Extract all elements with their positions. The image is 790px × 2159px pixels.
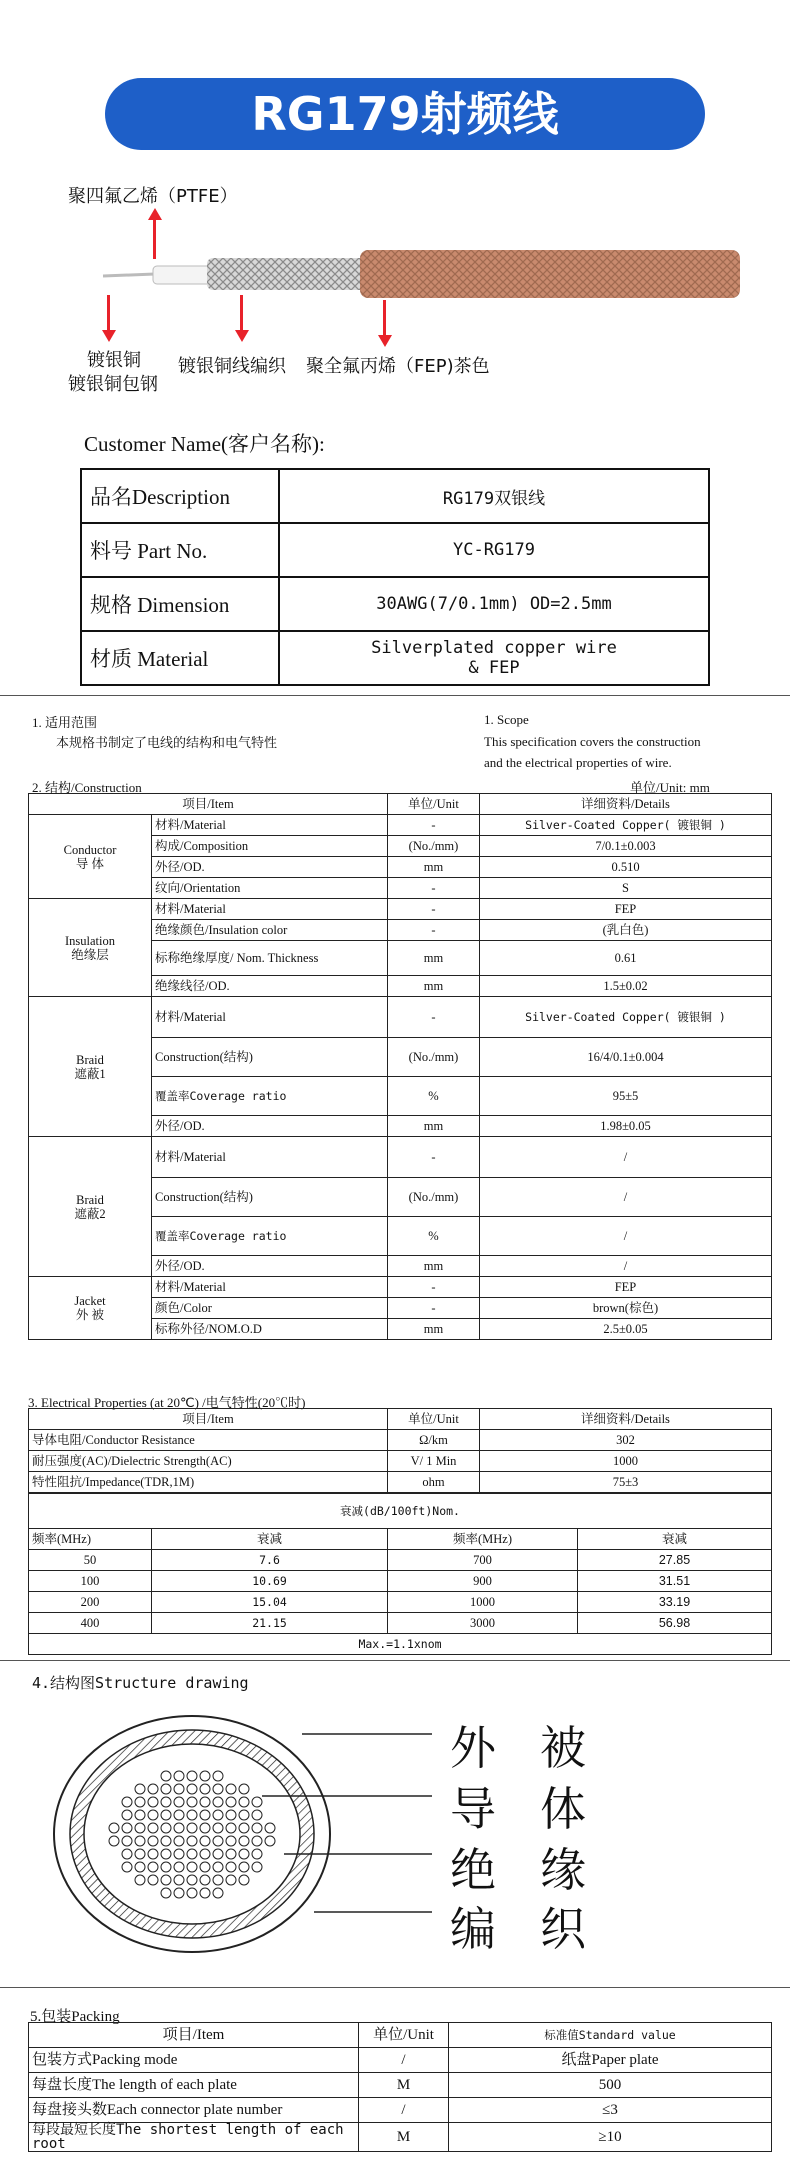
scope-cn-title: 1. 适用范围 xyxy=(32,715,98,730)
strand-dot xyxy=(213,1823,223,1833)
row-item: 材料/Material xyxy=(152,1137,388,1178)
row-item: 绝缘线径/OD. xyxy=(152,976,388,997)
row-unit: - xyxy=(388,920,480,941)
row-detail: 75±3 xyxy=(480,1472,772,1493)
row-item: 包装方式Packing mode xyxy=(29,2048,359,2073)
strand-dot xyxy=(239,1849,249,1859)
label-conductor-cn-1: 导 xyxy=(450,1782,496,1836)
strand-dot xyxy=(148,1849,158,1859)
strand-dot xyxy=(148,1823,158,1833)
strand-dot xyxy=(252,1849,262,1859)
scope-en-text-1: This specification covers the construction xyxy=(484,734,701,749)
row-item: 材料/Material xyxy=(152,899,388,920)
strand-dot xyxy=(213,1836,223,1846)
strand-dot xyxy=(174,1784,184,1794)
row-item: 每段最短长度The shortest length of each root xyxy=(29,2123,359,2152)
row-unit: M xyxy=(359,2123,449,2152)
row-unit: mm xyxy=(388,1319,480,1340)
row-unit: / xyxy=(359,2048,449,2073)
table-row xyxy=(29,815,772,836)
table-row xyxy=(29,1571,772,1592)
label-jacket-cn-1: 外 xyxy=(450,1721,496,1775)
header-unit: 单位/Unit xyxy=(359,2023,449,2048)
group-insulation: Insulation 绝缘层 xyxy=(29,899,152,997)
table-header-row xyxy=(29,1409,772,1430)
strand-dot xyxy=(174,1849,184,1859)
construction-table xyxy=(28,793,772,1340)
strand-dot xyxy=(148,1862,158,1872)
strand-dot xyxy=(135,1810,145,1820)
scope-cn-text: 本规格书制定了电线的结构和电气特性 xyxy=(56,735,278,750)
row-item: 每盘接头数Each connector plate number xyxy=(29,2098,359,2123)
row-detail: 1.5±0.02 xyxy=(480,976,772,997)
label-ptfe: 聚四氟乙烯（PTFE） xyxy=(68,186,238,207)
header-details: 详细资料/Details xyxy=(480,1409,772,1430)
construction-title: 2. 结构/Construction xyxy=(32,780,142,795)
row-unit: mm xyxy=(388,857,480,878)
strand-dot xyxy=(213,1784,223,1794)
strand-dot xyxy=(226,1875,236,1885)
info-label: 规格 Dimension xyxy=(81,577,279,631)
info-label: 材质 Material xyxy=(81,631,279,685)
table-row xyxy=(29,2098,772,2123)
header-unit: 单位/Unit xyxy=(388,1409,480,1430)
row-value: ≤3 xyxy=(449,2098,772,2123)
strand-dot xyxy=(252,1797,262,1807)
divider xyxy=(0,1660,790,1661)
strand-dot xyxy=(109,1836,119,1846)
strand-dot xyxy=(161,1797,171,1807)
strand-dot xyxy=(135,1875,145,1885)
header-standard: 标准值Standard value xyxy=(449,2023,772,2048)
strand-dot xyxy=(213,1797,223,1807)
row-value: ≥10 xyxy=(449,2123,772,2152)
cell: 15.04 xyxy=(152,1592,388,1613)
row-detail: 95±5 xyxy=(480,1077,772,1116)
row-item: 导体电阻/Conductor Resistance xyxy=(29,1430,388,1451)
row-item: 特性阻抗/Impedance(TDR,1M) xyxy=(29,1472,388,1493)
row-detail: FEP xyxy=(480,899,772,920)
row-detail: 7/0.1±0.003 xyxy=(480,836,772,857)
strand-dot xyxy=(174,1888,184,1898)
row-item: 覆盖率Coverage ratio xyxy=(152,1217,388,1256)
group-braid-1: Braid 遮蔽1 xyxy=(29,997,152,1137)
table-row xyxy=(29,1430,772,1451)
strand-dot xyxy=(161,1810,171,1820)
center-conductor xyxy=(103,274,155,276)
arrow-head-jacket xyxy=(378,335,392,347)
strand-dot xyxy=(135,1862,145,1872)
strand-dot xyxy=(174,1875,184,1885)
atten-title-row xyxy=(29,1494,772,1529)
strand-dot xyxy=(161,1836,171,1846)
header-atten: 衰减 xyxy=(152,1529,388,1550)
strand-dot xyxy=(187,1849,197,1859)
label-insulation-cn-2: 缘 xyxy=(540,1843,586,1897)
label-braid-cn-2: 织 xyxy=(540,1902,586,1956)
packing-table xyxy=(28,2022,772,2152)
strand-dot xyxy=(252,1836,262,1846)
row-item: 外径/OD. xyxy=(152,1116,388,1137)
row-detail: 1.98±0.05 xyxy=(480,1116,772,1137)
strand-dot xyxy=(239,1797,249,1807)
row-item: 绝缘颜色/Insulation color xyxy=(152,920,388,941)
cell: 56.98 xyxy=(578,1613,772,1634)
strand-dot xyxy=(200,1862,210,1872)
strand-dot xyxy=(200,1875,210,1885)
row-unit: - xyxy=(388,878,480,899)
strand-dot xyxy=(213,1849,223,1859)
row-item: 每盘长度The length of each plate xyxy=(29,2073,359,2098)
group-braid-2: Braid 遮蔽2 xyxy=(29,1137,152,1277)
electrical-table xyxy=(28,1408,772,1493)
row-unit: mm xyxy=(388,1256,480,1277)
strand-dot xyxy=(135,1797,145,1807)
table-row xyxy=(29,1592,772,1613)
strand-dot xyxy=(148,1784,158,1794)
cable-photo xyxy=(95,250,745,340)
row-unit: (No./mm) xyxy=(388,1178,480,1217)
header-unit: 单位/Unit xyxy=(388,794,480,815)
strand-dot xyxy=(148,1810,158,1820)
row-item: 耐压强度(AC)/Dielectric Strength(AC) xyxy=(29,1451,388,1472)
strand-dot xyxy=(200,1849,210,1859)
strand-dot xyxy=(122,1797,132,1807)
row-detail: / xyxy=(480,1217,772,1256)
header-item: 项目/Item xyxy=(29,794,388,815)
cell: 27.85 xyxy=(578,1550,772,1571)
row-item: 纹向/Orientation xyxy=(152,878,388,899)
row-unit: ohm xyxy=(388,1472,480,1493)
row-unit: - xyxy=(388,1298,480,1319)
strand-dot xyxy=(122,1849,132,1859)
customer-name-label: Customer Name(客户名称): xyxy=(84,432,325,456)
info-value: 30AWG(7/0.1mm) OD=2.5mm xyxy=(279,577,709,631)
cell: 50 xyxy=(29,1550,152,1571)
table-row xyxy=(29,2048,772,2073)
row-item: 标称绝缘厚度/ Nom. Thickness xyxy=(152,941,388,976)
page-banner: RG179射频线 xyxy=(105,78,705,150)
strand-dot xyxy=(161,1888,171,1898)
row-item: Construction(结构) xyxy=(152,1038,388,1077)
cell: 200 xyxy=(29,1592,152,1613)
row-item: 材料/Material xyxy=(152,997,388,1038)
strand-dot xyxy=(226,1823,236,1833)
strand-dot xyxy=(174,1823,184,1833)
row-value: 纸盘Paper plate xyxy=(449,2048,772,2073)
row-unit: mm xyxy=(388,941,480,976)
strand-dot xyxy=(174,1797,184,1807)
info-value: RG179双银线 xyxy=(279,469,709,523)
label-insulation-cn-1: 绝 xyxy=(450,1843,496,1897)
strand-dot xyxy=(200,1810,210,1820)
table-row xyxy=(29,2123,772,2152)
row-unit: - xyxy=(388,1137,480,1178)
info-value: YC-RG179 xyxy=(279,523,709,577)
row-detail: / xyxy=(480,1178,772,1217)
table-row xyxy=(29,997,772,1038)
row-unit: - xyxy=(388,815,480,836)
ptfe-insulation xyxy=(153,266,213,284)
divider xyxy=(0,695,790,696)
row-detail: 0.61 xyxy=(480,941,772,976)
row-unit: - xyxy=(388,899,480,920)
arrow-core xyxy=(107,295,110,331)
strand-dot xyxy=(226,1797,236,1807)
packing-title: 5.包装Packing xyxy=(30,2009,120,2025)
info-label: 料号 Part No. xyxy=(81,523,279,577)
strand-dot xyxy=(148,1836,158,1846)
strand-dot xyxy=(226,1836,236,1846)
strand-dot xyxy=(252,1810,262,1820)
row-value: 500 xyxy=(449,2073,772,2098)
label-braid: 镀银铜线编织 xyxy=(178,356,286,377)
info-row xyxy=(81,469,709,523)
cross-section-svg xyxy=(52,1712,432,1962)
label-braid-cn-1: 编 xyxy=(450,1902,496,1956)
row-detail: (乳白色) xyxy=(480,920,772,941)
strand-dot xyxy=(265,1823,275,1833)
table-header-row xyxy=(29,2023,772,2048)
cell: 1000 xyxy=(388,1592,578,1613)
row-detail: 16/4/0.1±0.004 xyxy=(480,1038,772,1077)
table-header-row xyxy=(29,1529,772,1550)
cell: 900 xyxy=(388,1571,578,1592)
row-detail: brown(棕色) xyxy=(480,1298,772,1319)
arrow-ptfe xyxy=(153,219,156,259)
strand-dot xyxy=(200,1784,210,1794)
strand-dot xyxy=(239,1784,249,1794)
table-row xyxy=(29,2073,772,2098)
strand-dot xyxy=(187,1862,197,1872)
max-note: Max.=1.1xnom xyxy=(29,1634,772,1655)
header-item: 项目/Item xyxy=(29,1409,388,1430)
arrow-head-core xyxy=(102,330,116,342)
strand-dot xyxy=(187,1784,197,1794)
cell: 100 xyxy=(29,1571,152,1592)
strand-dot xyxy=(135,1823,145,1833)
strand-dot xyxy=(174,1836,184,1846)
strand-dot xyxy=(161,1823,171,1833)
strand-dot xyxy=(239,1823,249,1833)
strand-dot xyxy=(187,1810,197,1820)
strand-dot xyxy=(213,1888,223,1898)
cell: 33.19 xyxy=(578,1592,772,1613)
strand-dot xyxy=(135,1784,145,1794)
strand-dot xyxy=(252,1862,262,1872)
header-item: 项目/Item xyxy=(29,2023,359,2048)
strand-dot xyxy=(187,1888,197,1898)
row-item: 材料/Material xyxy=(152,815,388,836)
row-detail: S xyxy=(480,878,772,899)
header-details: 详细资料/Details xyxy=(480,794,772,815)
strand-dot xyxy=(187,1771,197,1781)
label-core-1: 镀银铜 xyxy=(87,350,141,371)
strand-dot xyxy=(226,1849,236,1859)
strand-dot xyxy=(213,1810,223,1820)
strand-dot xyxy=(174,1810,184,1820)
row-unit: (No./mm) xyxy=(388,836,480,857)
strand-dot xyxy=(239,1810,249,1820)
row-item: 外径/OD. xyxy=(152,857,388,878)
structure-title: 4.结构图Structure drawing xyxy=(32,1674,249,1692)
strand-dot xyxy=(161,1862,171,1872)
strand-dot xyxy=(200,1771,210,1781)
row-item: 颜色/Color xyxy=(152,1298,388,1319)
strand-dot xyxy=(122,1836,132,1846)
label-jacket: 聚全氟丙烯（FEP)茶色 xyxy=(306,356,490,377)
material-line-2: & FEP xyxy=(468,658,520,678)
cell: 700 xyxy=(388,1550,578,1571)
strand-dot xyxy=(174,1771,184,1781)
strand-dot xyxy=(122,1823,132,1833)
info-row xyxy=(81,577,709,631)
strand-dot xyxy=(161,1784,171,1794)
strand-dot xyxy=(187,1875,197,1885)
row-detail: 2.5±0.05 xyxy=(480,1319,772,1340)
strand-dot xyxy=(135,1836,145,1846)
group-jacket: Jacket 外 被 xyxy=(29,1277,152,1340)
row-unit: % xyxy=(388,1077,480,1116)
label-core-2: 镀银铜包钢 xyxy=(68,374,158,395)
strand-dot xyxy=(226,1862,236,1872)
row-detail: FEP xyxy=(480,1277,772,1298)
table-row xyxy=(29,1472,772,1493)
strand-dot xyxy=(109,1823,119,1833)
cell: 7.6 xyxy=(152,1550,388,1571)
strand-dot xyxy=(239,1836,249,1846)
row-item: Construction(结构) xyxy=(152,1178,388,1217)
note-row xyxy=(29,1634,772,1655)
strand-dot xyxy=(213,1862,223,1872)
row-unit: - xyxy=(388,997,480,1038)
row-detail: Silver-Coated Copper( 镀银铜 ) xyxy=(480,997,772,1038)
row-unit: V/ 1 Min xyxy=(388,1451,480,1472)
strand-dot xyxy=(239,1862,249,1872)
header-freq: 频率(MHz) xyxy=(388,1529,578,1550)
row-unit: Ω/km xyxy=(388,1430,480,1451)
strand-dot xyxy=(148,1875,158,1885)
row-item: 构成/Composition xyxy=(152,836,388,857)
electrical-title: 3. Electrical Properties (at 20℃) /电气特性(20℃时) xyxy=(28,1395,306,1410)
header-freq: 频率(MHz) xyxy=(29,1529,152,1550)
row-unit: mm xyxy=(388,976,480,997)
row-item: 外径/OD. xyxy=(152,1256,388,1277)
row-unit: - xyxy=(388,1277,480,1298)
cell: 3000 xyxy=(388,1613,578,1634)
cell: 21.15 xyxy=(152,1613,388,1634)
row-detail: Silver-Coated Copper( 镀银铜 ) xyxy=(480,815,772,836)
table-row xyxy=(29,1451,772,1472)
row-unit: % xyxy=(388,1217,480,1256)
strand-dot xyxy=(239,1875,249,1885)
silver-braid xyxy=(207,258,367,290)
row-item: 覆盖率Coverage ratio xyxy=(152,1077,388,1116)
material-line-1: Silverplated copper wire xyxy=(371,638,617,658)
arrow-braid xyxy=(240,295,243,331)
row-detail: / xyxy=(480,1256,772,1277)
arrow-head-braid xyxy=(235,330,249,342)
strand-dot xyxy=(174,1862,184,1872)
strand-dot xyxy=(213,1771,223,1781)
strand-dot xyxy=(252,1823,262,1833)
info-row xyxy=(81,523,709,577)
strand-dot xyxy=(122,1862,132,1872)
strand-dot xyxy=(200,1836,210,1846)
strand-dot xyxy=(161,1875,171,1885)
strand-dot xyxy=(200,1888,210,1898)
scope-en-title: 1. Scope xyxy=(484,712,529,727)
strand-dot xyxy=(135,1849,145,1859)
cross-section-drawing xyxy=(52,1712,432,1967)
scope-en-text-2: and the electrical properties of wire. xyxy=(484,755,672,770)
row-unit: (No./mm) xyxy=(388,1038,480,1077)
cell: 400 xyxy=(29,1613,152,1634)
table-row xyxy=(29,1137,772,1178)
strand-dot xyxy=(187,1836,197,1846)
strand-dot xyxy=(200,1823,210,1833)
strand-dot xyxy=(187,1797,197,1807)
cell: 31.51 xyxy=(578,1571,772,1592)
info-table xyxy=(80,468,710,686)
row-detail: 1000 xyxy=(480,1451,772,1472)
row-detail: 302 xyxy=(480,1430,772,1451)
group-conductor: Conductor 导 体 xyxy=(29,815,152,899)
cable-illustration xyxy=(95,250,745,340)
row-unit: mm xyxy=(388,1116,480,1137)
strand-dot xyxy=(226,1784,236,1794)
unit-note: 单位/Unit: mm xyxy=(630,780,710,795)
info-label: 品名Description xyxy=(81,469,279,523)
strand-dot xyxy=(122,1810,132,1820)
strand-dot xyxy=(265,1836,275,1846)
row-unit: M xyxy=(359,2073,449,2098)
row-item: 标称外径/NOM.O.D xyxy=(152,1319,388,1340)
strand-dot xyxy=(226,1810,236,1820)
table-row xyxy=(29,899,772,920)
strand-dot xyxy=(148,1797,158,1807)
info-row xyxy=(81,631,709,685)
label-jacket-cn-2: 被 xyxy=(540,1721,586,1775)
label-conductor-cn-2: 体 xyxy=(540,1782,586,1836)
row-detail: / xyxy=(480,1137,772,1178)
cell: 10.69 xyxy=(152,1571,388,1592)
table-header-row xyxy=(29,794,772,815)
info-value xyxy=(279,631,709,685)
row-detail: 0.510 xyxy=(480,857,772,878)
atten-title: 衰减(dB/100ft)Nom. xyxy=(29,1494,772,1529)
table-row xyxy=(29,1550,772,1571)
header-atten: 衰减 xyxy=(578,1529,772,1550)
strand-dot xyxy=(161,1771,171,1781)
fep-jacket xyxy=(360,250,740,298)
attenuation-table xyxy=(28,1493,772,1655)
row-item: 材料/Material xyxy=(152,1277,388,1298)
strand-dot xyxy=(161,1849,171,1859)
strand-dot xyxy=(187,1823,197,1833)
table-row xyxy=(29,1613,772,1634)
table-row xyxy=(29,1277,772,1298)
strand-dot xyxy=(213,1875,223,1885)
strand-dot xyxy=(200,1797,210,1807)
arrow-jacket xyxy=(383,300,386,336)
divider xyxy=(0,1987,790,1988)
row-unit: / xyxy=(359,2098,449,2123)
